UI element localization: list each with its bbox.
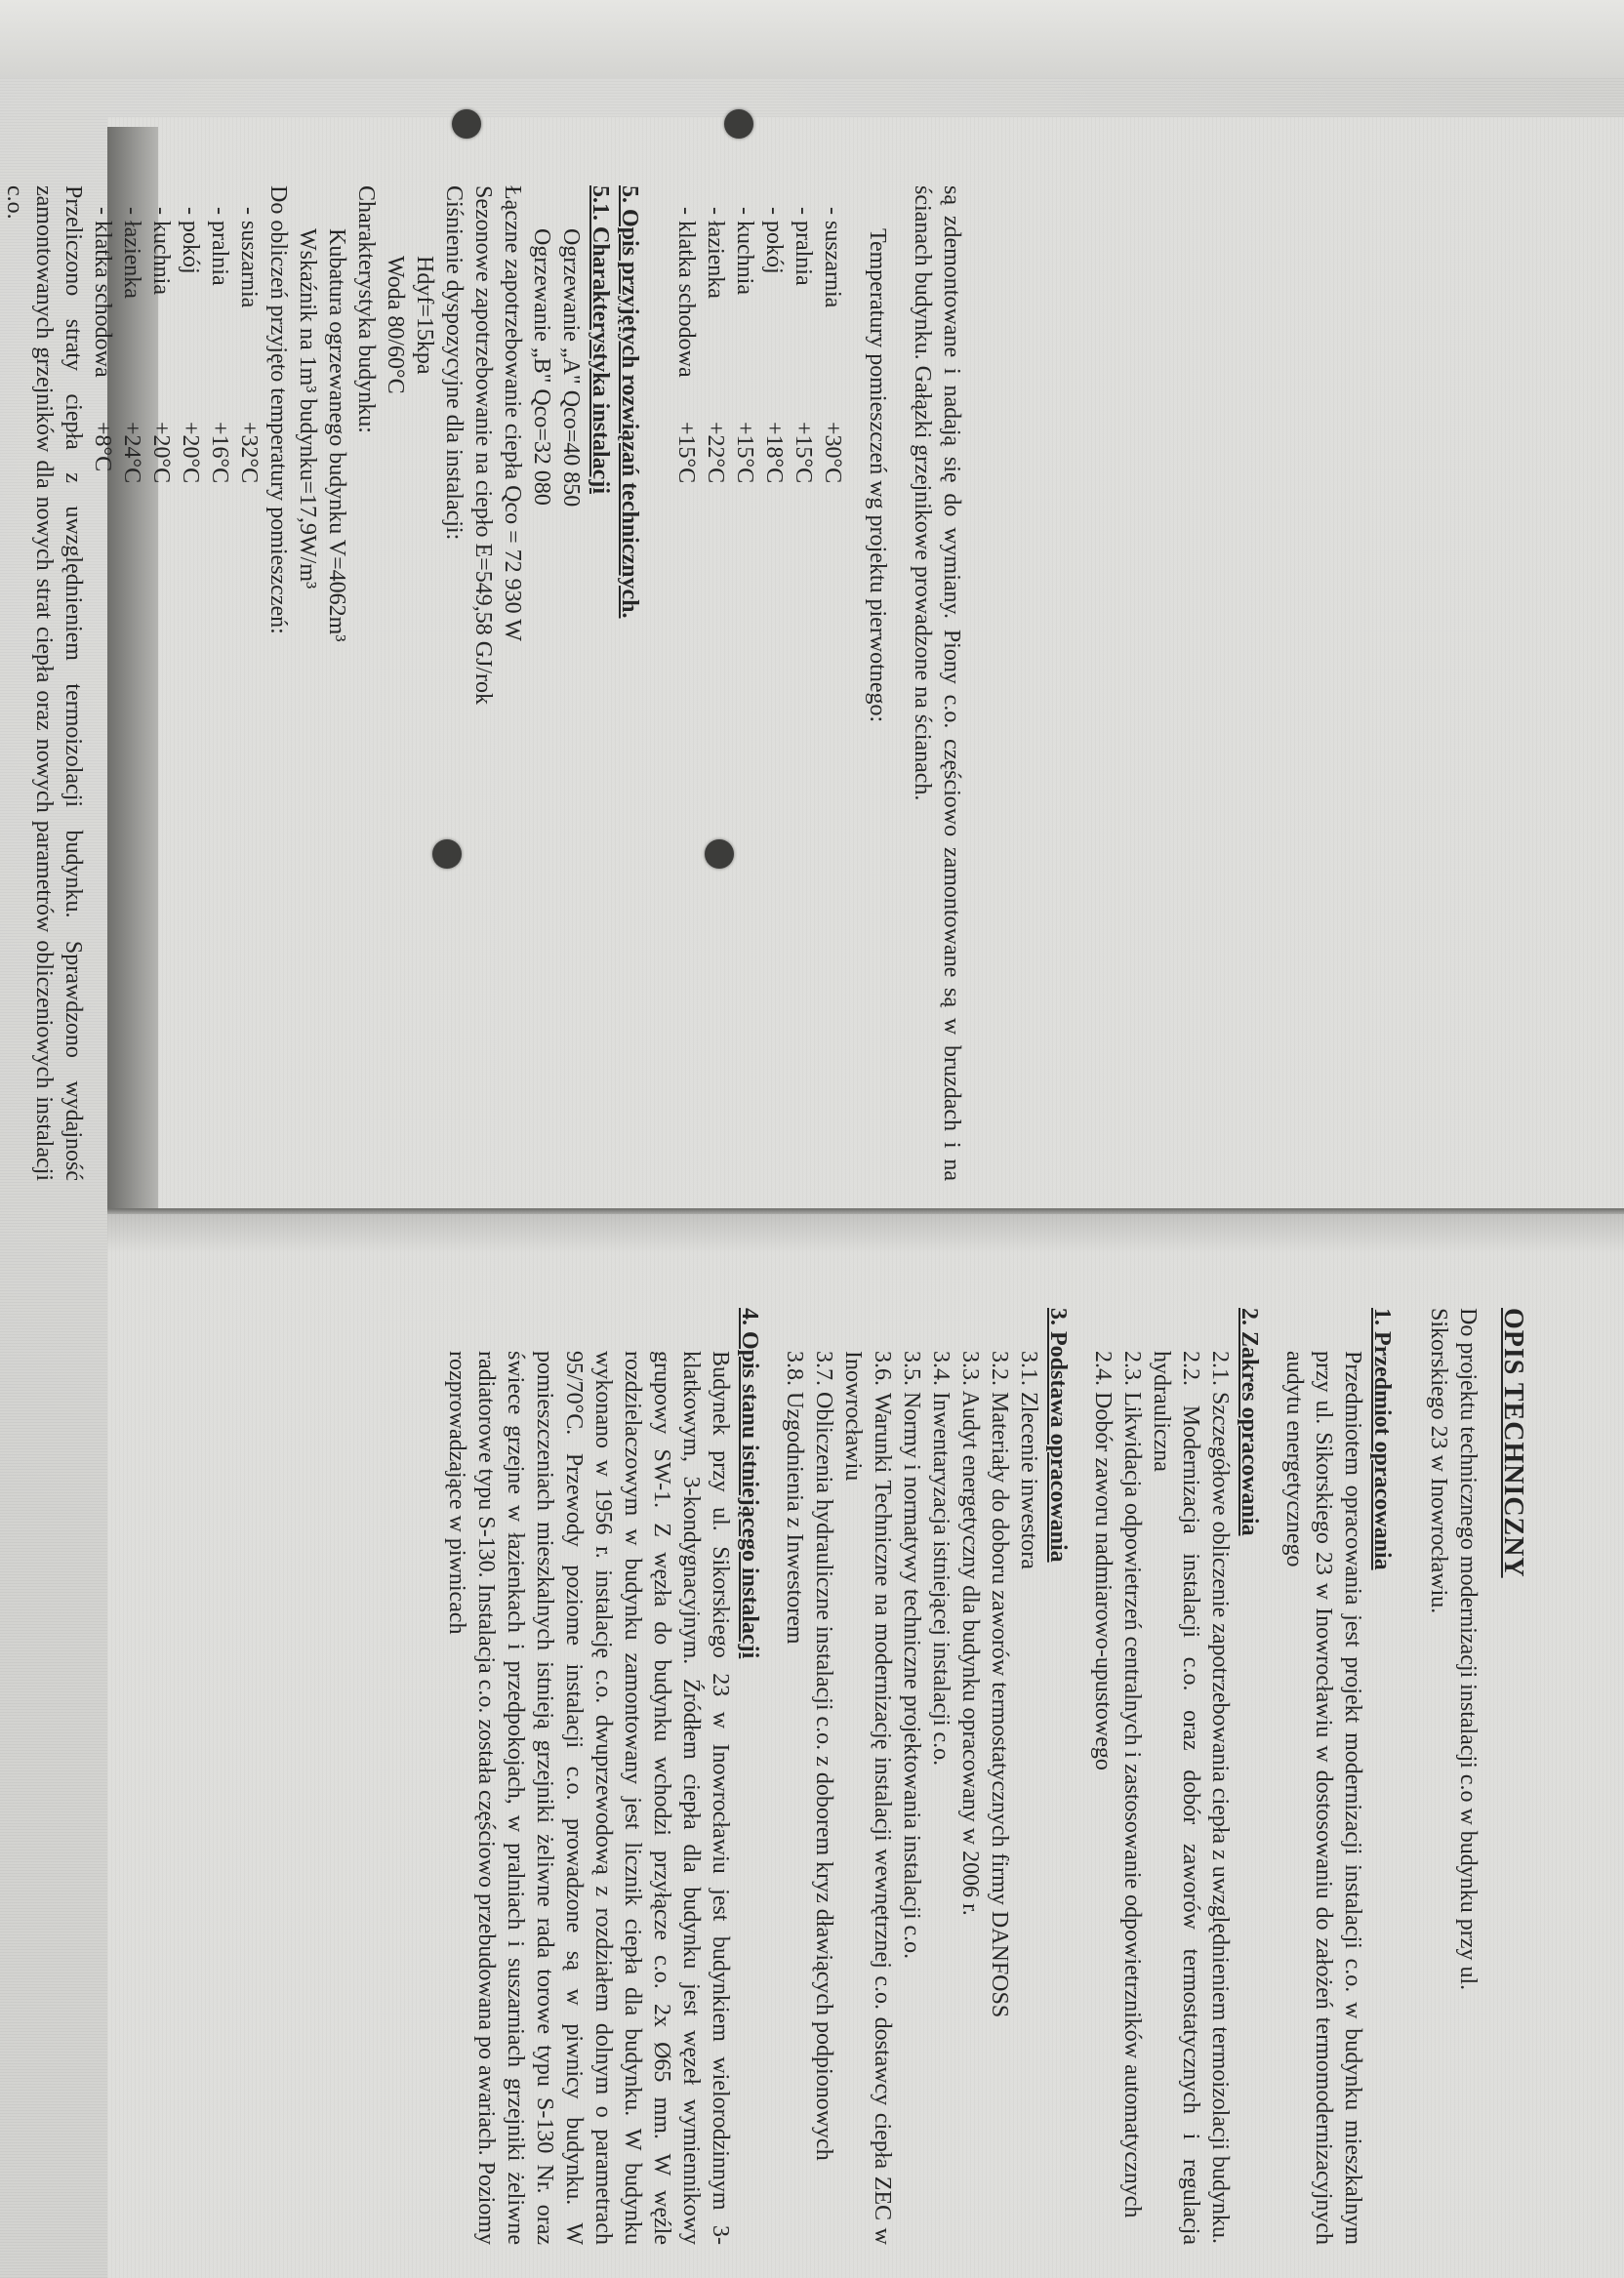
recalc-paragraph: Przeliczono straty ciepła z uwzględnieniem termoizolacji budynku. Sprawdzono wydajność zamontowanych grzejników dla nowych strat ciepła oraz nowych parametrów obliczeniowych instalacji c.o.: [2, 185, 86, 1181]
temp-row: - pralnia +16°C: [207, 207, 232, 484]
spec-line: Ogrzewanie „B" Qco=32 080: [529, 228, 554, 506]
spec-line: Ogrzewanie „A" Qco=40 850: [558, 228, 584, 508]
list-item: 2.4. Dobór zaworu nadmiarowo-upustowego: [1090, 1351, 1116, 1770]
temp-row: - pokój +18°C: [761, 207, 787, 484]
fold-shadow: [107, 1214, 1624, 1253]
section-4-heading: 4. Opis stanu istniejącego instalacji: [737, 1308, 762, 1659]
continued-paragraph: są zdemontowane i nadają się do wymiany. Piony c.o. częściowo zamontowane są w bruzdach i na ścianach budynku. Gałązki grzejnikowe prowadzone na ścianach.: [910, 185, 964, 1181]
bottom-page-text: [442, 1308, 1527, 2245]
spec-line: Kubatura ogrzewanego budynku V=4062m³: [324, 228, 349, 642]
temps2-list: [88, 185, 264, 1181]
list-item: 2.2. Modernizacja instalacji c.o. oraz dobór zaworów termostatycznych i regulacja hydrauliczna: [1149, 1351, 1203, 2245]
temp-row: - klatka schodowa +8°C: [90, 207, 115, 472]
section-3-heading: 3. Podstawa opracowania: [1045, 1308, 1071, 1563]
punch-hole: [724, 109, 753, 139]
spec-line: Sezonowe zapotrzebowanie na ciepło E=549,58 GJ/rok: [470, 185, 496, 706]
temp-row: - kuchnia +15°C: [732, 207, 757, 484]
spec-line: Charakterystyka budynku:: [353, 185, 379, 433]
temp-row: - łazienka +22°C: [703, 207, 728, 484]
temp-row: - kuchnia +20°C: [148, 207, 174, 484]
temp-row: - pokój +20°C: [178, 207, 203, 484]
temp-row: - pralnia +15°C: [791, 207, 816, 484]
list-item: 3.8. Uzgodnienia z Inwestorem: [782, 1351, 807, 1645]
spec-line: Woda 80/60°C: [383, 256, 408, 394]
temps-intro: Temperatury pomieszczeń wg projektu pierwotnego:: [865, 228, 890, 723]
subtitle-line: Sikorskiego 23 w Inowrocławiu.: [1426, 1308, 1451, 1614]
section-1-heading: 1. Przedmiot opracowania: [1369, 1308, 1395, 1570]
list-item: 2.1. Szczegółowe obliczenie zapotrzebowania ciepła z uwzględnieniem termoizolacji budynku.: [1207, 1351, 1233, 2244]
section-5-heading: 5. Opis przyjętych rozwiązań technicznych.: [617, 185, 642, 619]
section-4-text: Budynek przy ul. Sikorskiego 23 w Inowrocławiu jest budynkiem wielorodzinnym 3-klatkowym, 3-kondygnacyjnym. Źródłem ciepła dla budynku jest węzeł wymiennikowy grupowy SW-1. Z węzła do budynku wchodzi przyłącze c.o. 2x Ø65 mm. W węźle rozdzielaczowym w budynku zamontowany jest licznik ciepła dla budynku. W budynku wykonano w 1956 r. instalację c.o. dwuprzewodową z rozdziałem dolnym o parametrach 95/70°C. Przewody poziome instalacji c.o. prowadzone są w piwnicy budynku. W pomieszczeniach mieszkalnych istnieją grzejniki żeliwne rada torowe typu S-130 Nr. oraz świece grzejne w łazienkach i przedpokojach, w pralniach i suszarniach grzejniki żeliwne radiatorowe typu S-130. Instalacja c.o. została częściowo przebudowana po awariach. Poziomy rozprowadzające w piwnicach: [444, 1351, 733, 2245]
top-page-text: [0, 185, 966, 1181]
section-2-heading: 2. Zakres opracowania: [1237, 1308, 1262, 1536]
subtitle-line: Do projektu technicznego modernizacji instalacji c.o w budynku przy ul.: [1455, 1308, 1481, 1991]
spec-line: Łączne zapotrzebowanie ciepła Qco = 72 930 W: [500, 185, 525, 641]
list-item: 3.1. Zlecenie inwestora: [1016, 1351, 1041, 1569]
spec-line: Hdyf=15kpa: [412, 256, 437, 375]
list-item: 3.4. Inwentaryzacja istniejącej instalacji c.o.: [928, 1351, 954, 1767]
list-item: 3.3. Audyt energetyczny dla budynku opracowany w 2006 r.: [957, 1351, 983, 1916]
list-item: 2.3. Likwidacja odpowietrzeń centralnych i zastosowanie odpowietrzników automatycznych: [1119, 1351, 1145, 2218]
spec-line: Do obliczeń przyjęto temperatury pomieszczeń:: [265, 185, 291, 634]
list-item: 3.5. Normy i normatywy techniczne projektowania instalacji c.o.: [899, 1351, 924, 1960]
temps-list: [671, 185, 847, 1181]
temp-row: - klatka schodowa +15°C: [673, 207, 699, 484]
spec-line: Ciśnienie dyspozycyjne dla instalacji:: [441, 185, 467, 541]
section-1-text: Przedmiotem opracowania jest projekt modernizacji instalacji c.o. w budynku mieszkalnym przy ul. Sikorskiego 23 w Inowrocławiu w dostosowaniu do założeń termomodernizacyjnych audytu energetycznego: [1281, 1351, 1365, 2245]
temp-row: - suszarnia +32°C: [236, 207, 262, 484]
document-title: OPIS TECHNICZNY: [1498, 1308, 1528, 1578]
list-item: 3.7. Obliczenia hydrauliczne instalacji c.o. z doborem kryz dławiących podpionowych: [811, 1351, 836, 2161]
section-5-1-heading: 5.1. Charakterystyka instalacji: [588, 185, 613, 494]
spec-line: Wskaźnik na 1m³ budynku=17,9W/m³: [295, 228, 320, 590]
list-item: 3.2. Materiały do doboru zaworów termostatycznych firmy DANFOSS: [987, 1351, 1012, 2018]
punch-hole: [452, 109, 481, 139]
list-item: 3.6. Warunki Techniczne na modernizację instalacji wewnętrznej c.o. dostawcy ciepła ZEC w Inowrocławiu: [840, 1351, 895, 2245]
temp-row: - suszarnia +30°C: [820, 207, 845, 484]
temp-row: - łazienka +24°C: [119, 207, 144, 484]
scanner-top-band: [0, 0, 1624, 78]
